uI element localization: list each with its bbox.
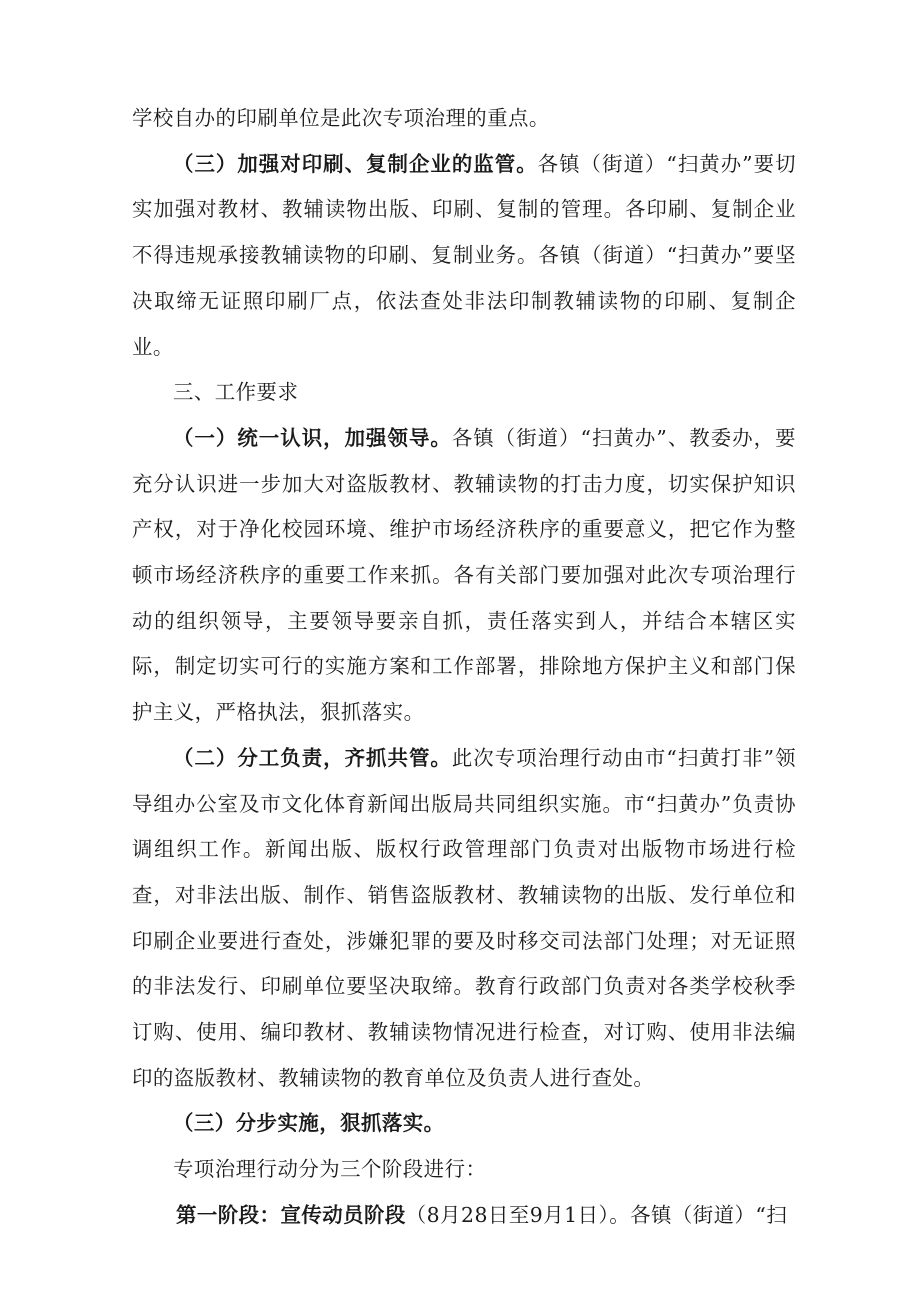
- paragraph-text: 专项治理行动分为三个阶段进行：: [173, 1157, 487, 1182]
- paragraph-heading: （二）分工负责，齐抓共管。: [173, 745, 452, 770]
- paragraph-text: 各镇（街道）“扫黄办”、教委办，要充分认识进一步加大对盗版教材、教辅读物的打击力度，切实保护知识产权，对于净化校园环境、维护市场经济秩序的重要意义，把它作为整顿市场经济秩序的重要工作来抓。各有关部门要加强对此次专项治理行动的组织领导，主要领导要亲自抓，责任落实到人，并结合本辖区实际，制定切实可行的实施方案和工作部署，排除地方保护主义和部门保护主义，严格执法，狠抓落实。: [132, 425, 796, 725]
- paragraph-unified-understanding: [132, 416, 796, 736]
- paragraph-stage-one: [132, 1193, 796, 1239]
- document-body: [132, 96, 796, 1239]
- paragraph-text: 此次专项治理行动由市“扫黄打非”领导组办公室及市文化体育新闻出版局共同组织实施。市“扫黄办”负责协调组织工作。新闻出版、版权行政管理部门负责对出版物市场进行检查，对非法出版、制作、销售盗版教材、教辅读物的出版、发行单位和印刷企业要进行查处，涉嫌犯罪的要及时移交司法部门处理；对无证照的非法发行、印刷单位要坚决取缔。教育行政部门负责对各类学校秋季订购、使用、编印教材、教辅读物情况进行检查，对订购、使用非法编印的盗版教材、教辅读物的教育单位及负责人进行查处。: [132, 745, 796, 1090]
- paragraph-division-of-labor: [132, 736, 796, 1102]
- paragraph-heading: （三）加强对印刷、复制企业的监管。: [173, 151, 538, 176]
- paragraph-printing-supervision: [132, 142, 796, 371]
- paragraph-text: 各镇（街道）“扫黄办”要切实加强对教材、教辅读物出版、印刷、复制的管理。各印刷、复制企业不得违规承接教辅读物的印刷、复制业务。各镇（街道）“扫黄办”要坚决取缔无证照印刷厂点，依法查处非法印制教辅读物的印刷、复制企业。: [132, 151, 796, 359]
- paragraph-heading: 第一阶段：宣传动员阶段: [176, 1202, 406, 1227]
- paragraph-heading: （一）统一认识，加强领导。: [173, 425, 452, 450]
- section-heading-text: 三、工作要求: [173, 380, 299, 405]
- paragraph-heading: （三）分步实施，狠抓落实。: [173, 1111, 445, 1136]
- paragraph-three-stages: [132, 1147, 796, 1193]
- paragraph-text: （8月28日至9月1日）。各镇（街道）“扫: [405, 1202, 788, 1227]
- paragraph-text: 学校自办的印刷单位是此次专项治理的重点。: [132, 106, 550, 130]
- paragraph-continuation: [132, 96, 796, 142]
- paragraph-step-by-step: [132, 1101, 796, 1147]
- section-heading-work-requirements: [132, 370, 796, 416]
